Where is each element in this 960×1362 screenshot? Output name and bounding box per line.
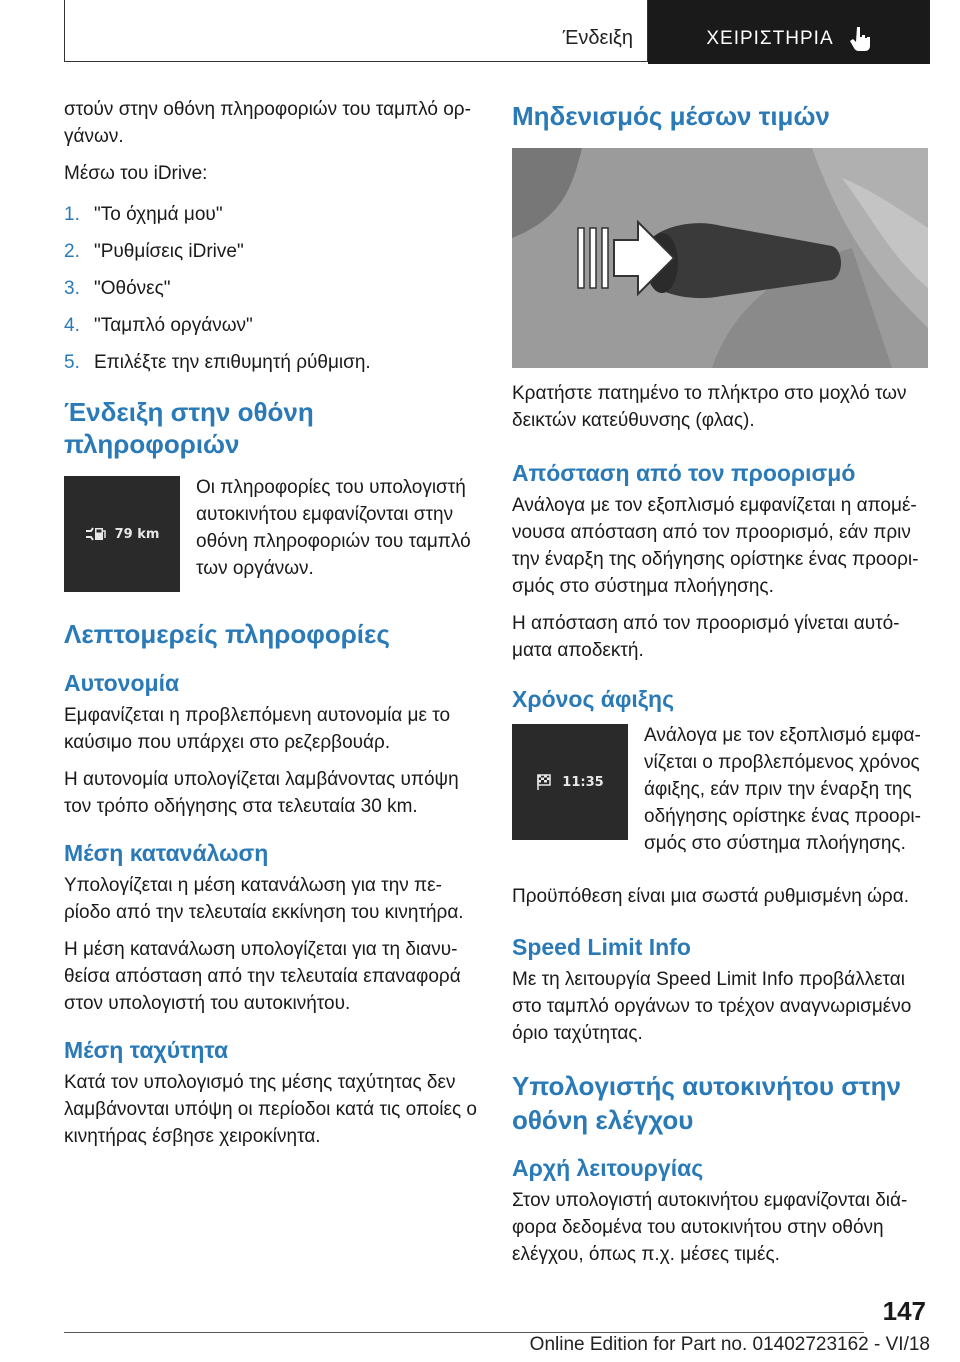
heading-range: Αυτονομία [64, 670, 180, 696]
list-item [64, 275, 482, 302]
step-text: "Ρυθμίσεις iDrive" [94, 241, 244, 262]
manual-tab-label: ΧΕΙΡΙΣΤΗΡΙΑ [706, 28, 834, 49]
list-item [64, 312, 482, 339]
steps-list [64, 201, 482, 376]
distance-paragraph-1: Ανάλογα με τον εξοπλισμό εμφανίζεται η απομένουσα απόσταση από τον προορισμό, εάν πριν την έναρξη της οδήγησης ορίστηκε ένας προορισμός στο σύστημα πλοήγησης. [512, 495, 919, 597]
range-value: 79 km [114, 526, 160, 542]
page-header [64, 0, 930, 64]
principle-paragraph: Στον υπολογιστή αυτοκινήτου εμφανίζονται διάφορα δεδομένα του αυτοκινήτου στην οθόνη ελέγχου, όπως π.χ. μέσες τιμές. [512, 1190, 908, 1265]
list-item [64, 201, 482, 228]
range-paragraph-2: Η αυτονομία υπολογίζεται λαμβάνοντας υπόψη τον τρόπο οδήγησης στα τελευταία 30 km. [64, 769, 459, 817]
manual-tab [648, 0, 930, 64]
speed-limit-info-paragraph: Με τη λειτουργία Speed Limit Info προβάλλεται στο ταμπλό οργάνων το τρέχον αναγνωρισμένο όριο ταχύτητας. [512, 969, 912, 1044]
step-number: 3. [64, 278, 80, 299]
step-number: 1. [64, 204, 80, 225]
heading-principle: Αρχή λειτουργίας [512, 1155, 704, 1181]
display-paragraph: Οι πληροφορίες του υπολογιστή αυτοκινήτου εμφανίζονται στην οθόνη πληροφοριών του ταμπλό των οργάνων. [196, 477, 471, 579]
intro-paragraph: στούν στην οθόνη πληροφοριών του ταμπλό οργάνων. [64, 99, 471, 147]
section-tab: Ένδειξη [64, 0, 648, 62]
list-item [64, 238, 482, 265]
step-text: "Το όχημά μου" [94, 204, 223, 225]
step-number: 5. [64, 352, 80, 373]
step-text: Επιλέξτε την επιθυμητή ρύθμιση. [94, 352, 371, 373]
prerequisite-paragraph: Προϋπόθεση είναι μια σωστά ρυθμισμένη ώρα. [512, 886, 909, 907]
arrival-section [512, 724, 930, 867]
step-number: 2. [64, 241, 80, 262]
display-section [64, 476, 482, 592]
heading-arrival: Χρόνος άφιξης [512, 686, 675, 712]
arrival-display-thumbnail [512, 724, 628, 840]
idrive-paragraph: Μέσω του iDrive: [64, 163, 208, 184]
consumption-paragraph-2: Η μέση κατανάλωση υπολογίζεται για τη διανυθείσα απόσταση από την τελευταία επαναφορά στον υπολογιστή του αυτοκινήτου. [64, 939, 461, 1014]
arrival-time-value: 11:35 [562, 774, 604, 790]
heading-details: Λεπτομερείς πληροφορίες [64, 619, 390, 649]
range-display-thumbnail [64, 476, 180, 592]
heading-reset: Μηδενισμός μέσων τιμών [512, 101, 830, 131]
right-column [512, 96, 930, 1278]
heading-display: Ένδειξη στην οθόνη πληροφοριών [64, 397, 314, 459]
step-text: "Οθόνες" [94, 278, 171, 299]
pointing-hand-icon [848, 26, 872, 52]
step-number: 4. [64, 315, 80, 336]
reset-paragraph: Κρατήστε πατημένο το πλήκτρο στο μοχλό των δεικτών κατεύθυνσης (φλας). [512, 383, 907, 431]
consumption-paragraph-1: Υπολογίζεται η μέση κατανάλωση για την περίοδο από την τελευταία εκκίνηση του κινητήρα. [64, 875, 464, 923]
arrival-paragraph: Ανάλογα με τον εξοπλισμό εμφανίζεται ο προβλεπόμενος χρόνος άφιξης, εάν πριν την έναρξη της οδήγησης ορίστηκε ένας προορισμός στο σύστημα πλοήγησης. [644, 725, 921, 854]
heading-speed: Μέση ταχύτητα [64, 1037, 229, 1063]
range-paragraph-1: Εμφανίζεται η προβλεπόμενη αυτονομία με το καύσιμο που υπάρχει στο ρεζερβουάρ. [64, 705, 451, 753]
heading-control-display: Υπολογιστής αυτοκινήτου στην οθόνη ελέγχου [512, 1071, 901, 1135]
fuel-pump-icon [85, 527, 107, 541]
speed-paragraph: Κατά τον υπολογισμό της μέσης ταχύτητας δεν λαμβάνονται υπόψη οι περίοδοι κατά τις οποίες ο κινητήρας έσβησε χειροκίνητα. [64, 1072, 477, 1147]
distance-paragraph-2: Η απόσταση από τον προορισμό γίνεται αυτόματα αποδεκτή. [512, 613, 900, 661]
edition-footer: Online Edition for Part no. 01402723162 - VI/18 [529, 1334, 930, 1355]
heading-speed-limit-info: Speed Limit Info [512, 934, 691, 960]
turn-signal-lever-photo [512, 148, 928, 368]
page-number: 147 [882, 1296, 926, 1326]
heading-distance: Απόσταση από τον προορισμό [512, 460, 856, 486]
destination-flag-icon [536, 773, 554, 791]
heading-consumption: Μέση κατανάλωση [64, 840, 269, 866]
step-text: "Ταμπλό οργάνων" [94, 315, 253, 336]
list-item [64, 349, 482, 376]
left-column [64, 96, 482, 1160]
footer-divider [64, 1332, 864, 1333]
